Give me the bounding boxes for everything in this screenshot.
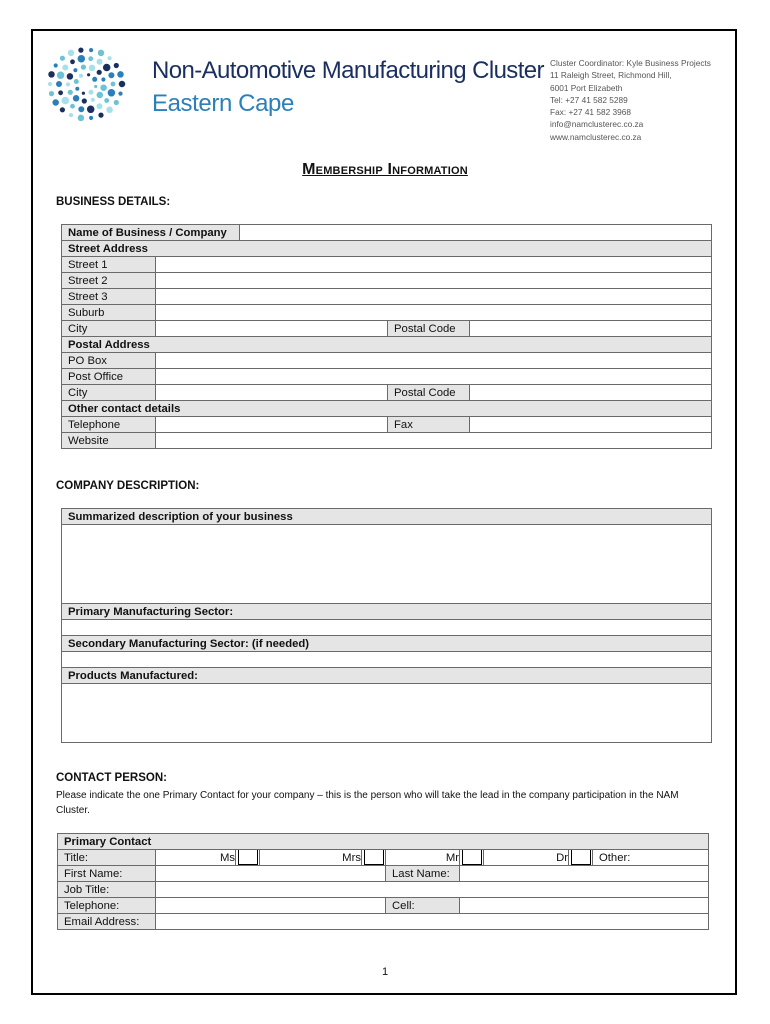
contact-line: Fax: +27 41 582 3968	[550, 107, 631, 118]
summary-textarea[interactable]	[62, 525, 712, 604]
logo-dot	[118, 92, 122, 96]
products-label: Products Manufactured:	[62, 668, 712, 684]
contact-telephone-input[interactable]	[156, 898, 386, 914]
street3-label: Street 3	[62, 289, 156, 305]
contact-telephone-label: Telephone:	[58, 898, 156, 914]
postal-code-input[interactable]	[470, 321, 712, 337]
street-address-header: Street Address	[62, 241, 712, 257]
logo-dot	[78, 48, 83, 53]
job-title-input[interactable]	[156, 882, 709, 898]
checkbox-box[interactable]	[238, 850, 258, 866]
logo-dot	[78, 106, 84, 112]
logo-dot	[56, 81, 62, 87]
street3-input[interactable]	[156, 289, 712, 305]
other-label: Other:	[599, 851, 631, 864]
logo-dot	[78, 115, 85, 122]
logo-dot	[48, 82, 52, 86]
email-input[interactable]	[156, 914, 709, 930]
logo-dot	[98, 50, 105, 57]
logo-dot	[57, 71, 65, 79]
logo-dot	[62, 97, 70, 105]
email-label: Email Address:	[58, 914, 156, 930]
logo-dot	[94, 85, 97, 88]
logo-dot	[100, 84, 107, 91]
business-name-label: Name of Business / Company	[62, 225, 240, 241]
logo-dot	[54, 63, 58, 67]
coordinator-contact-block	[550, 57, 711, 143]
logo-dot	[70, 104, 75, 109]
logo-dot	[52, 99, 59, 106]
logo-dot	[104, 98, 109, 103]
logo-dot	[67, 73, 74, 80]
post-office-input[interactable]	[156, 369, 712, 385]
job-title-label: Job Title:	[58, 882, 156, 898]
logo-dot	[119, 81, 126, 88]
business-details-heading: BUSINESS DETAILS:	[56, 196, 171, 208]
suburb-label: Suburb	[62, 305, 156, 321]
checkbox-box[interactable]	[462, 850, 482, 866]
dotted-circle-logo-icon	[44, 44, 136, 124]
contact-line: 11 Raleigh Street, Richmond Hill,	[550, 70, 672, 81]
cell-input[interactable]	[460, 898, 709, 914]
logo-dot	[73, 68, 77, 72]
primary-contact-table	[57, 833, 709, 930]
summary-label: Summarized description of your business	[62, 509, 712, 525]
cell-label: Cell:	[386, 898, 460, 914]
other-contact-header: Other contact details	[62, 401, 712, 417]
page-title	[0, 161, 770, 179]
logo-dot	[114, 100, 119, 105]
contact-line: 6001 Port Elizabeth	[550, 82, 623, 93]
business-name-input[interactable]	[240, 225, 712, 241]
fax-label: Fax	[388, 417, 470, 433]
logo-dot	[79, 74, 83, 78]
logo-dot	[60, 56, 65, 61]
secondary-sector-input[interactable]	[62, 652, 712, 668]
contact-instructions: Please indicate the one Primary Contact for your company – this is the person who will take the lead in the company participation in the NAM Cluster.	[56, 790, 679, 816]
logo-dot	[117, 71, 124, 78]
logo-dot	[68, 50, 75, 57]
logo-dot	[91, 98, 95, 102]
mrs-checkbox[interactable]	[362, 850, 386, 866]
telephone-input[interactable]	[156, 417, 388, 433]
logo-dot	[73, 95, 80, 102]
title-text: Membership Information	[302, 161, 468, 178]
logo-dot	[101, 77, 105, 81]
website-input[interactable]	[156, 433, 712, 449]
logo-dot	[70, 59, 75, 64]
postal-city-label: City	[62, 385, 156, 401]
logo-dot	[108, 89, 116, 97]
logo-dot	[68, 90, 73, 95]
org-name: Non-Automotive Manufacturing Cluster	[152, 57, 544, 84]
logo-dot	[62, 65, 68, 71]
logo-dot	[98, 113, 103, 118]
logo-dot	[48, 71, 55, 78]
last-name-input[interactable]	[460, 866, 709, 882]
ms-label: Ms	[156, 850, 236, 866]
logo-dot	[89, 65, 96, 72]
contact-person-heading: CONTACT PERSON:	[56, 772, 167, 784]
logo-dot	[66, 82, 70, 86]
contact-email[interactable]: info@namclusterec.co.za	[550, 119, 644, 130]
postal-address-header: Postal Address	[62, 337, 712, 353]
post-office-label: Post Office	[62, 369, 156, 385]
other-title-field[interactable]	[593, 850, 709, 866]
logo-dot	[108, 56, 112, 60]
street1-input[interactable]	[156, 257, 712, 273]
contact-line: Cluster Coordinator: Kyle Business Projects	[550, 58, 711, 68]
logo-dot	[82, 92, 85, 95]
logo-dot	[88, 56, 93, 61]
ms-checkbox[interactable]	[236, 850, 260, 866]
mr-checkbox[interactable]	[460, 850, 484, 866]
website-label: Website	[62, 433, 156, 449]
street2-label: Street 2	[62, 273, 156, 289]
checkbox-box[interactable]	[571, 850, 591, 866]
po-box-input[interactable]	[156, 353, 712, 369]
postal-postal-code-input[interactable]	[470, 385, 712, 401]
po-box-label: PO Box	[62, 353, 156, 369]
logo-dot	[75, 87, 79, 91]
logo-dot	[58, 90, 63, 95]
logo-dot	[49, 91, 54, 96]
checkbox-box[interactable]	[364, 850, 384, 866]
postal-postal-code-label: Postal Code	[388, 385, 470, 401]
dr-checkbox[interactable]	[569, 850, 593, 866]
logo-dot	[97, 92, 104, 99]
logo-dot	[103, 64, 111, 72]
street1-label: Street 1	[62, 257, 156, 273]
contact-line: Tel: +27 41 582 5289	[550, 94, 628, 105]
products-textarea[interactable]	[62, 684, 712, 743]
suburb-input[interactable]	[156, 305, 712, 321]
logo-dot	[81, 65, 86, 70]
city-input[interactable]	[156, 321, 388, 337]
logo-dot	[78, 55, 86, 63]
street2-input[interactable]	[156, 273, 712, 289]
dr-label: Dr	[484, 850, 569, 866]
logo-dot	[97, 70, 102, 75]
logo-dot	[89, 116, 93, 120]
postal-city-input[interactable]	[156, 385, 388, 401]
secondary-sector-label: Secondary Manufacturing Sector: (if needed)	[62, 636, 712, 652]
logo-dot	[111, 82, 116, 87]
primary-sector-input[interactable]	[62, 620, 712, 636]
logo-dot	[97, 59, 103, 65]
logo-dot	[89, 48, 93, 52]
city-label: City	[62, 321, 156, 337]
first-name-label: First Name:	[58, 866, 156, 882]
company-description-heading: COMPANY DESCRIPTION:	[56, 480, 200, 492]
telephone-label: Telephone	[62, 417, 156, 433]
contact-website[interactable]: www.namclusterec.co.za	[550, 131, 642, 142]
business-details-table	[61, 224, 712, 449]
mrs-label: Mrs	[260, 850, 362, 866]
logo-dot	[60, 107, 65, 112]
logo-dot	[87, 73, 90, 76]
primary-contact-header: Primary Contact	[58, 834, 709, 850]
logo-dot	[74, 79, 79, 84]
title-label: Title:	[58, 850, 156, 866]
postal-code-label: Postal Code	[388, 321, 470, 337]
logo-dot	[82, 98, 87, 103]
logo-dot	[89, 90, 94, 95]
last-name-label: Last Name:	[386, 866, 460, 882]
logo-dot	[69, 113, 73, 117]
logo-dot	[87, 106, 95, 114]
logo-dot	[114, 63, 119, 68]
page-number: 1	[381, 966, 389, 978]
logo-dot	[108, 72, 114, 78]
company-description-table	[61, 508, 712, 743]
primary-sector-label: Primary Manufacturing Sector:	[62, 604, 712, 620]
logo-dot	[92, 77, 97, 82]
mr-label: Mr	[386, 850, 460, 866]
logo-dot	[97, 103, 103, 109]
first-name-input[interactable]	[156, 866, 386, 882]
fax-input[interactable]	[470, 417, 712, 433]
org-region: Eastern Cape	[152, 90, 294, 117]
logo-dot	[106, 107, 113, 114]
